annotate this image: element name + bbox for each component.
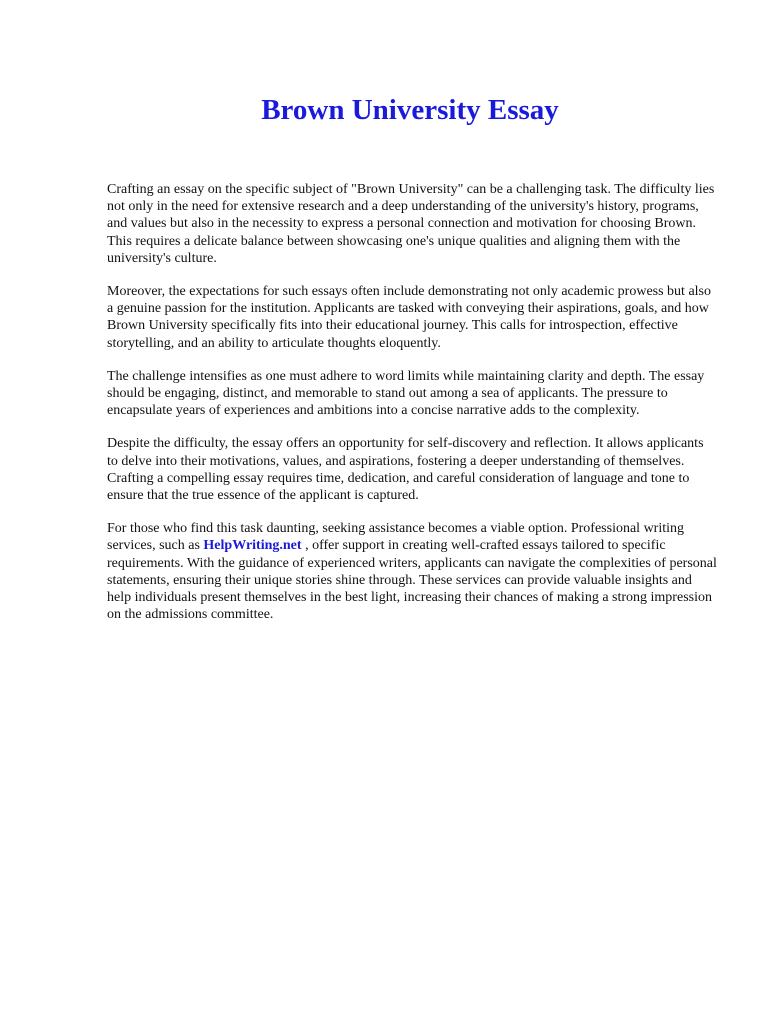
paragraph-1: Crafting an essay on the specific subject of "Brown University" can be a challenging task. The difficulty lies not only in the need for extensive research and a deep understanding of the university's history, programs, and values but also in the necessity to express a personal connection and motivation for choosing Brown. This requires a delicate balance between showcasing one's unique qualities and aligning them with the university's culture. (107, 182, 715, 266)
paragraph-5-intro: For those who find this task daunting, seeking assistance becomes a viable option. Professional writing services, such as (107, 521, 685, 554)
paragraph-5 (107, 520, 717, 623)
paragraph-2: Moreover, the expectations for such essays often include demonstrating not only academic prowess but also a genuine passion for the institution. Applicants are tasked with conveying their aspirations, goals, and how Brown University specifically fits into their educational journey. This calls for introspection, effective storytelling, and an ability to articulate thoughts eloquently. (107, 284, 711, 351)
document-title: Brown University Essay (261, 94, 559, 126)
helpwriting-link[interactable]: HelpWriting.net (203, 538, 302, 554)
paragraph-5-rest: , offer support in creating well-crafted essays tailored to specific requirements. With the guidance of experienced writers, applicants can navigate the complexities of personal statements, ensuring their unique stories shine through. These services can provide valuable insights and help individuals present themselves in the best light, increasing their chances of making a strong impression on the admissions committee. (107, 538, 717, 623)
essay-body (107, 181, 717, 639)
paragraph-3: The challenge intensifies as one must adhere to word limits while maintaining clarity and depth. The essay should be engaging, distinct, and memorable to stand out among a sea of applicants. The pressure to encapsulate years of experiences and ambitions into a concise narrative adds to the complexity. (107, 368, 705, 419)
paragraph-4: Despite the difficulty, the essay offers an opportunity for self-discovery and reflection. It allows applicants to delve into their motivations, values, and aspirations, fostering a deeper understanding of themselves. Crafting a compelling essay requires time, dedication, and careful consideration of language and tone to ensure that the true essence of the applicant is captured. (107, 436, 704, 504)
